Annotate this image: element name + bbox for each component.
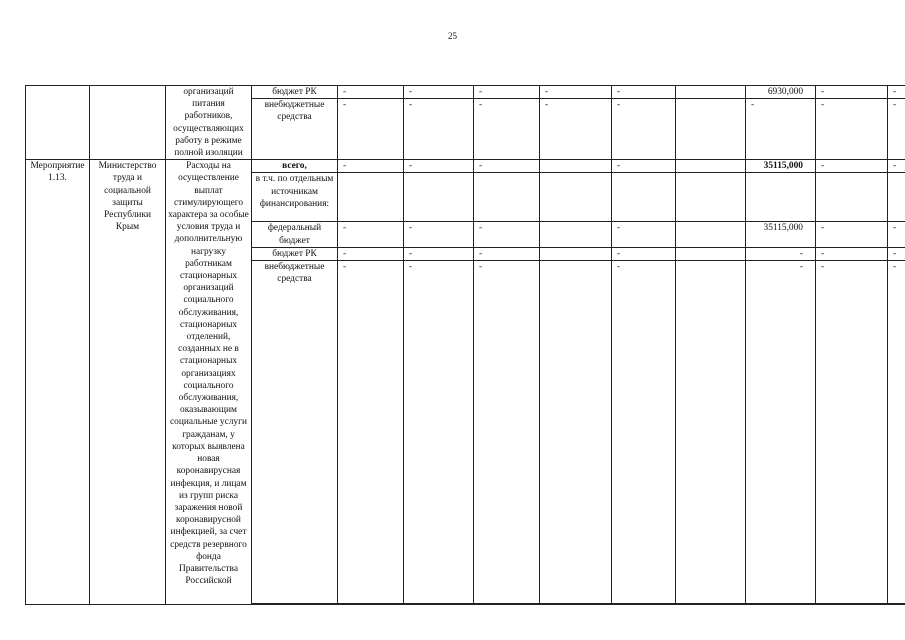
value-cell: - — [338, 222, 404, 247]
value-cell — [338, 604, 404, 605]
value-cell: - — [888, 86, 905, 99]
value-cell: - — [404, 261, 474, 604]
value-cell: - — [474, 247, 540, 260]
value-cell: - — [746, 261, 816, 604]
value-cell: - — [612, 86, 676, 99]
value-cell: - — [404, 160, 474, 173]
value-cell: 6930,000 — [746, 86, 816, 99]
value-cell: - — [338, 160, 404, 173]
value-cell — [888, 604, 905, 605]
value-cell: - — [612, 99, 676, 160]
funding-source-cell: бюджет РК — [252, 86, 338, 99]
value-cell — [746, 604, 816, 605]
value-cell — [540, 247, 612, 260]
value-cell — [612, 604, 676, 605]
value-cell — [676, 173, 746, 222]
value-cell: - — [816, 222, 888, 247]
value-cell — [540, 173, 612, 222]
value-cell: - — [338, 99, 404, 160]
value-cell: - — [612, 247, 676, 260]
value-cell: - — [816, 247, 888, 260]
value-cell: 35115,000 — [746, 160, 816, 173]
value-cell — [404, 604, 474, 605]
value-cell: - — [404, 99, 474, 160]
value-cell: - — [404, 247, 474, 260]
measure-number-cell: Мероприятие 1.13. — [26, 160, 90, 605]
value-cell: - — [404, 86, 474, 99]
value-cell: - — [474, 261, 540, 604]
table-row — [26, 160, 905, 173]
value-cell: - — [540, 99, 612, 160]
funding-source-cell: бюджет РК — [252, 247, 338, 260]
value-cell — [540, 261, 612, 604]
value-cell — [612, 173, 676, 222]
value-cell — [816, 604, 888, 605]
value-cell: - — [338, 247, 404, 260]
value-cell: - — [474, 222, 540, 247]
value-cell — [676, 160, 746, 173]
value-cell — [540, 160, 612, 173]
value-cell: - — [474, 160, 540, 173]
value-cell — [816, 173, 888, 222]
value-cell: - — [888, 99, 905, 160]
page-number: 25 — [448, 31, 457, 41]
measure-name-cell: организаций питания работников, осуществляющих работу в режиме полной изоляции — [166, 86, 252, 160]
funding-source-cell: внебюджетные средства — [252, 99, 338, 160]
value-cell — [540, 222, 612, 247]
executor-cell — [90, 86, 166, 160]
value-cell: - — [746, 99, 816, 160]
value-cell — [338, 173, 404, 222]
value-cell: - — [888, 261, 905, 604]
breakdown-label-cell: в т.ч. по отдельным источникам финансирования: — [252, 173, 338, 222]
value-cell — [676, 99, 746, 160]
funding-source-cell: всего, — [252, 160, 338, 173]
executor-cell: Министерство труда и социальной защиты Республики Крым — [90, 160, 166, 605]
value-cell — [676, 247, 746, 260]
value-cell — [474, 604, 540, 605]
value-cell — [404, 173, 474, 222]
value-cell — [746, 173, 816, 222]
value-cell: 35115,000 — [746, 222, 816, 247]
value-cell: - — [404, 222, 474, 247]
value-cell: - — [474, 86, 540, 99]
value-cell — [676, 222, 746, 247]
value-cell: - — [338, 86, 404, 99]
value-cell: - — [338, 261, 404, 604]
table-row — [26, 86, 905, 99]
value-cell: - — [888, 160, 905, 173]
value-cell: - — [540, 86, 612, 99]
value-cell — [540, 604, 612, 605]
value-cell: - — [888, 222, 905, 247]
value-cell — [888, 173, 905, 222]
value-cell — [474, 173, 540, 222]
value-cell — [676, 604, 746, 605]
value-cell — [676, 86, 746, 99]
funding-source-cell: внебюджетные средства — [252, 261, 338, 604]
value-cell: - — [888, 247, 905, 260]
measure-name-cell: Расходы на осуществление выплат стимулирующего характера за особые условия труда и дополнительную нагрузку работникам стационарных организаций социального обслуживания, стационарных отделений, созданных не в стационарных организациях социального обслуживания, оказывающим социальные услуги гражданам, у которых выявлена новая коронавирусная инфекция, и лицам из групп риска заражения новой коронавирусной инфекцией, за счет средств резервного фонда Правительства Российской — [166, 160, 252, 605]
value-cell: - — [474, 99, 540, 160]
value-cell: - — [612, 160, 676, 173]
funding-source-cell: федеральный бюджет — [252, 222, 338, 247]
value-cell — [676, 261, 746, 604]
value-cell: - — [816, 86, 888, 99]
value-cell: - — [746, 247, 816, 260]
value-cell: - — [816, 99, 888, 160]
value-cell: - — [816, 261, 888, 604]
budget-table — [25, 85, 905, 605]
value-cell: - — [612, 222, 676, 247]
number-cell — [26, 86, 90, 160]
value-cell: - — [816, 160, 888, 173]
value-cell: - — [612, 261, 676, 604]
value-cell — [252, 604, 338, 605]
